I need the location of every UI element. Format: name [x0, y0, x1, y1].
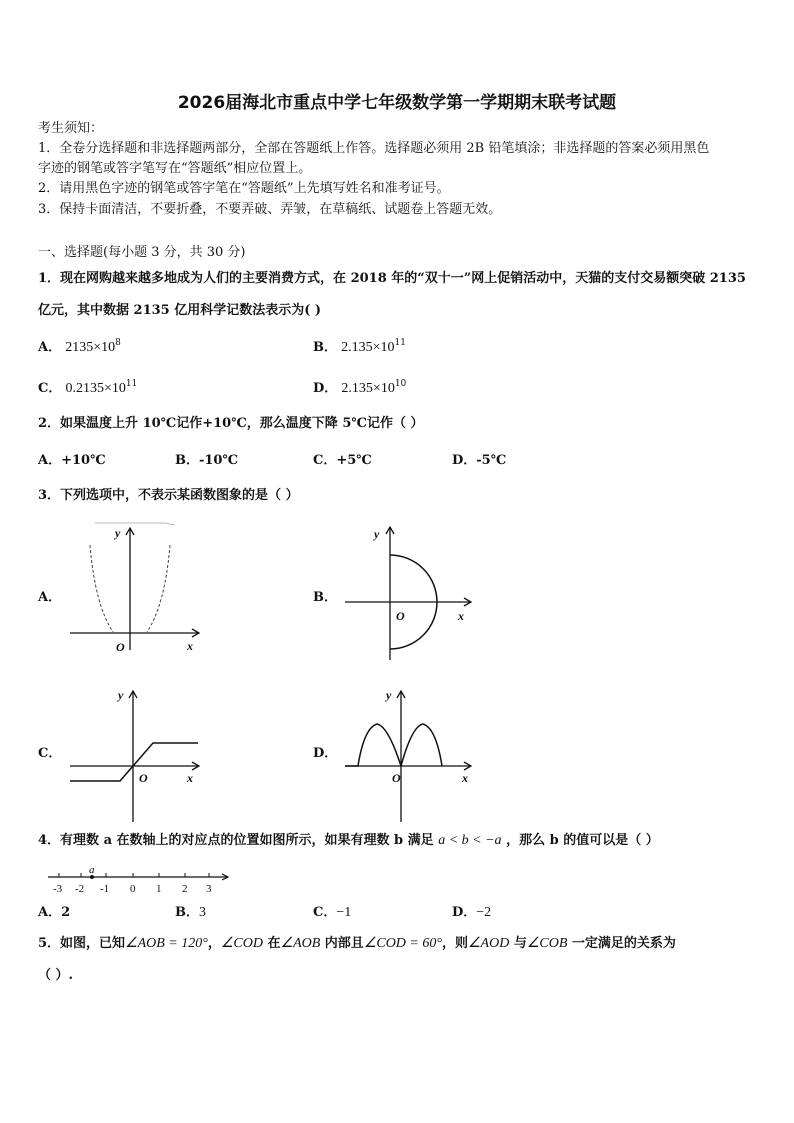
q4-number-line — [45, 862, 235, 898]
tick-label: 1 — [156, 883, 162, 895]
q4-stem-b: ，那么 b 的值可以是（ ） — [506, 833, 659, 848]
q3-graph-c — [65, 686, 205, 826]
q2-option-a: A．+10℃ — [38, 453, 106, 468]
q5-angle-cod: ∠COD — [220, 936, 263, 951]
q4-d-label: D． — [452, 905, 477, 920]
q4-d-value: −2 — [476, 905, 492, 920]
q5-angle-aob-eq: ∠AOB = 120° — [125, 936, 208, 951]
q3-option-b-label: B． — [313, 590, 337, 605]
origin-label: O — [396, 609, 405, 623]
q1-d-exp: 10 — [394, 379, 407, 389]
tick-label: -3 — [53, 883, 63, 895]
q3-graph-a — [65, 520, 205, 660]
q4-condition: a < b < −a — [438, 833, 502, 848]
q3-graph-b — [340, 522, 480, 662]
q4-b-label: B． — [175, 905, 199, 920]
q1-a-base: 2135×10 — [65, 340, 116, 355]
q1-option-b — [313, 340, 406, 356]
q3-stem: 3．下列选项中，不表示某函数图象的是（ ） — [38, 488, 299, 503]
x-axis-label: x — [187, 639, 193, 653]
q1-stem-line2: 亿元，其中数据 2135 亿用科学记数法表示为( ) — [38, 303, 322, 318]
q4-option-c — [313, 905, 351, 921]
q5-stem — [38, 936, 676, 952]
q5-part: 在 — [262, 936, 281, 951]
q1-b-base: 2.135×10 — [341, 340, 395, 355]
x-axis-label: x — [458, 609, 464, 623]
notice-line-2: 2．请用黑色字迹的钢笔或答字笔在“答题纸”上先填写姓名和准考证号。 — [38, 181, 450, 196]
q1-b-exp: 11 — [394, 338, 406, 348]
q1-d-base: 2.135×10 — [341, 381, 395, 396]
q3-option-c-label: C． — [38, 746, 62, 761]
q2-option-b: B．-10℃ — [175, 453, 239, 468]
q2-option-c: C．+5℃ — [313, 453, 372, 468]
q4-b-value: 3 — [199, 905, 206, 920]
page-title: 2026届海北市重点中学七年级数学第一学期期末联考试题 — [177, 93, 617, 113]
q5-angle-aob: ∠AOB — [280, 936, 321, 951]
q5-part: ， — [207, 936, 221, 951]
q4-stem-a: 4．有理数 a 在数轴上的对应点的位置如图所示，如果有理数 b 满足 — [38, 833, 434, 848]
q5-part: 内部且 — [320, 936, 364, 951]
tick-label: 3 — [206, 883, 212, 895]
q3-graph-d — [340, 686, 480, 826]
dashed-parabola-left — [90, 545, 113, 632]
q5-answer-blank: （ ）. — [38, 968, 74, 983]
q4-c-value: −1 — [336, 905, 352, 920]
q5-angle-cob: ∠COB — [526, 936, 568, 951]
q1-c-exp: 11 — [125, 379, 138, 389]
q5-part: 与 — [509, 936, 527, 951]
q4-stem — [38, 833, 659, 849]
q5-part: 5．如图，已知 — [38, 936, 126, 951]
dashed-parabola-right — [147, 545, 170, 632]
q4-option-a: A．2 — [38, 905, 71, 920]
q4-c-label: C． — [313, 905, 337, 920]
q1-b-label: B． — [313, 340, 337, 355]
q5-angle-cod-eq: ∠COD = 60° — [363, 936, 442, 951]
y-axis-label: y — [118, 688, 124, 702]
piecewise-curve — [70, 743, 198, 781]
x-axis-label: x — [462, 771, 468, 785]
notice-line-3: 3．保持卡面清洁，不要折叠，不要弄破、弄皱，在草稿纸、试题卷上答题无效。 — [38, 202, 502, 217]
notice-heading: 考生须知： — [38, 121, 104, 136]
q5-part: 一定满足的关系为 — [567, 936, 676, 951]
origin-label: O — [116, 640, 125, 654]
tick-label: -2 — [75, 883, 85, 895]
q3-option-a-label: A． — [38, 590, 62, 605]
q4-option-b — [175, 905, 206, 921]
q3-option-d-label: D． — [313, 746, 338, 761]
q4-option-d — [452, 905, 491, 921]
q1-a-exp: 8 — [115, 338, 121, 348]
tick-label: 0 — [130, 883, 136, 895]
point-a-label: a — [89, 864, 95, 876]
tick-label: -1 — [100, 883, 110, 895]
scan-artifact — [95, 523, 175, 525]
tick-label: 2 — [182, 883, 188, 895]
q5-part: ，则 — [441, 936, 468, 951]
section-heading: 一、选择题(每小题 3 分，共 30 分) — [38, 245, 246, 260]
q1-c-label: C． — [38, 381, 62, 396]
y-axis-label: y — [374, 527, 380, 541]
x-axis-label: x — [187, 771, 193, 785]
q1-c-base: 0.2135×10 — [65, 381, 126, 396]
q5-angle-aod: ∠AOD — [467, 936, 510, 951]
double-arch-curve — [345, 724, 442, 766]
notice-line-1b: 字迹的钢笔或答字笔写在“答题纸”相应位置上。 — [38, 161, 312, 176]
origin-label: O — [139, 771, 148, 785]
q2-stem: 2．如果温度上升 10℃记作+10℃，那么温度下降 5℃记作（ ） — [38, 416, 424, 431]
q1-d-label: D． — [313, 381, 338, 396]
q1-a-label: A． — [38, 340, 62, 355]
q1-option-c — [38, 381, 137, 397]
notice-line-1a: 1．全卷分选择题和非选择题两部分，全部在答题纸上作答。选择题必须用 2B 铅笔填涂；非选择题的答案必须用黑色 — [38, 141, 710, 156]
q1-option-a — [38, 340, 121, 356]
q1-stem-line1: 1．现在网购越来越多地成为人们的主要消费方式，在 2018 年的“双十一”网上促销活动中，天猫的支付交易额突破 2135 — [38, 271, 746, 286]
q1-option-d — [313, 381, 406, 397]
y-axis-label: y — [115, 526, 121, 540]
origin-label: O — [392, 771, 401, 785]
y-axis-label: y — [386, 688, 392, 702]
q2-option-d: D．-5℃ — [452, 453, 507, 468]
